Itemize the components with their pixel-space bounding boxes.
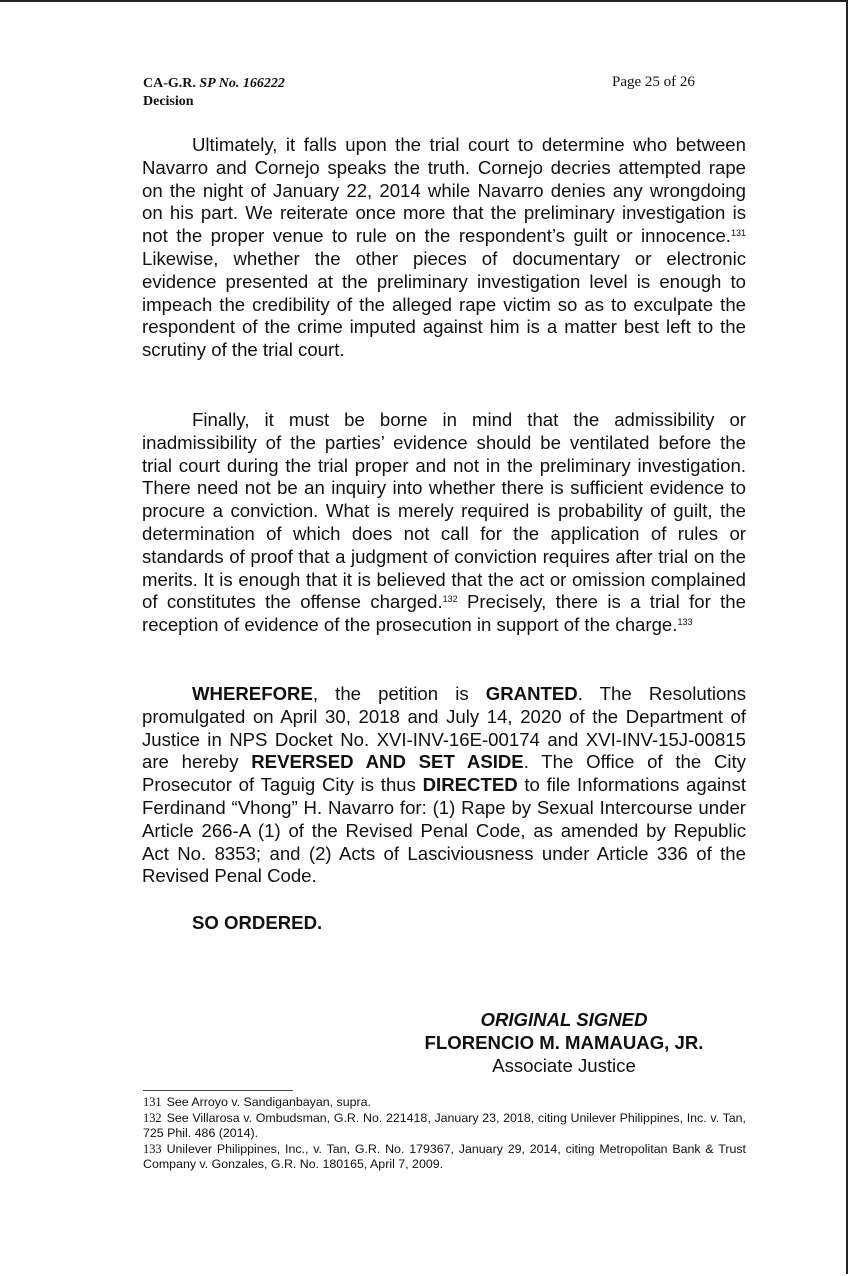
footnote-133 (143, 1142, 746, 1173)
signatory-name: FLORENCIO M. MAMAUAG, JR. (424, 1032, 704, 1053)
dispositive-text-2: . The Resolutions promulgated on April 30, 2018 and July 14, 2020 of the Department of Justice in NPS Docket No. XVI-INV-16E-00174 and XVI-INV-15J-00815 are hereby (142, 683, 746, 773)
case-number-italic: SP No. 166222 (199, 76, 285, 91)
footnote-text: Unilever Philippines, Inc., v. Tan, G.R. No. 179367, January 29, 2014, citing Metropolitan Bank & Trust Company v. Gonzales, G.R. No. 180165, April 7, 2009. (143, 1141, 746, 1172)
footnotes (143, 1095, 746, 1173)
page-number: Page 25 of 26 (612, 74, 695, 90)
dispositive-text-1: , the petition is (312, 683, 486, 704)
paragraph-2-text-a: Finally, it must be borne in mind that the admissibility or inadmissibility of the parties’ evidence should be ventilated before the trial court during the trial proper and not in the preliminary investigation. There need not be an inquiry into whether there is sufficient evidence to procure a conviction. What is merely required is probability of guilt, the determination of which does not call for the application of rules or standards of proof that a judgment of conviction requires after trial on the merits. It is enough that it is believed that the act or omission complained of constitutes the offense charged. (142, 409, 746, 613)
paragraph-2-text-b: Precisely, there is a trial for the reception of evidence of the prosecution in support of the charge. (142, 591, 746, 636)
footnote-number: 132 (143, 1110, 162, 1125)
paragraph-dispositive (142, 683, 746, 888)
granted-label: GRANTED (485, 683, 578, 704)
case-prefix: CA-G.R. (143, 76, 200, 91)
footnote-number: 133 (143, 1141, 162, 1156)
case-header (143, 75, 285, 111)
paragraph-1 (142, 134, 746, 362)
paragraph-1-text-b: Likewise, whether the other pieces of documentary or electronic evidence presented at the preliminary investigation level is enough to impeach the credibility of the alleged rape victim so as to exculpate the respondent of the crime imputed against him is a matter best left to the scrutiny of the trial court. (142, 247, 746, 361)
footnote-text: See Arroyo v. Sandiganbayan, supra. (166, 1095, 371, 1109)
paragraph-2 (142, 409, 746, 637)
so-ordered: SO ORDERED. (192, 912, 323, 933)
directed-label: DIRECTED (422, 774, 518, 796)
signature-block (394, 1008, 734, 1077)
footnote-ref-132: 132 (442, 594, 458, 605)
footnote-132 (143, 1111, 746, 1142)
footnote-number: 131 (143, 1095, 162, 1109)
signatory-title: Associate Justice (492, 1055, 636, 1076)
paragraph-1-text-a: Ultimately, it falls upon the trial court to determine who between Navarro and Cornejo speaks the truth. Cornejo decries attempted rape on the night of January 22, 2014 while Navarro denies any wrongdoing on his part. We reiterate once more that the preliminary investigation is not the proper venue to rule on the respondent’s guilt or innocence. (142, 134, 746, 247)
footnote-ref-133: 133 (677, 617, 693, 628)
footnote-131 (143, 1095, 746, 1111)
footnote-ref-131: 131 (730, 228, 746, 239)
reversed-label: REVERSED AND SET ASIDE (251, 751, 524, 773)
document-type: Decision (143, 94, 194, 109)
footnote-divider (143, 1090, 293, 1091)
signature-status: ORIGINAL SIGNED (480, 1009, 648, 1030)
footnote-text: See Villarosa v. Ombudsman, G.R. No. 221418, January 23, 2018, citing Unilever Philippines, Inc. v. Tan, 725 Phil. 486 (2014). (143, 1110, 746, 1141)
dispositive-text-3: . The Office of the City Prosecutor of Taguig City is thus (142, 751, 746, 796)
wherefore-label: WHEREFORE (192, 683, 313, 704)
case-number (143, 75, 285, 93)
dispositive-text-4: to file Informations against Ferdinand “Vhong” H. Navarro for: (1) Rape by Sexual Intercourse under Article 266-A (1) of the Revised Penal Code, as amended by Republic Act No. 8353; and (2) Acts of Lasciviousness under Article 336 of the Revised Penal Code. (142, 774, 746, 887)
